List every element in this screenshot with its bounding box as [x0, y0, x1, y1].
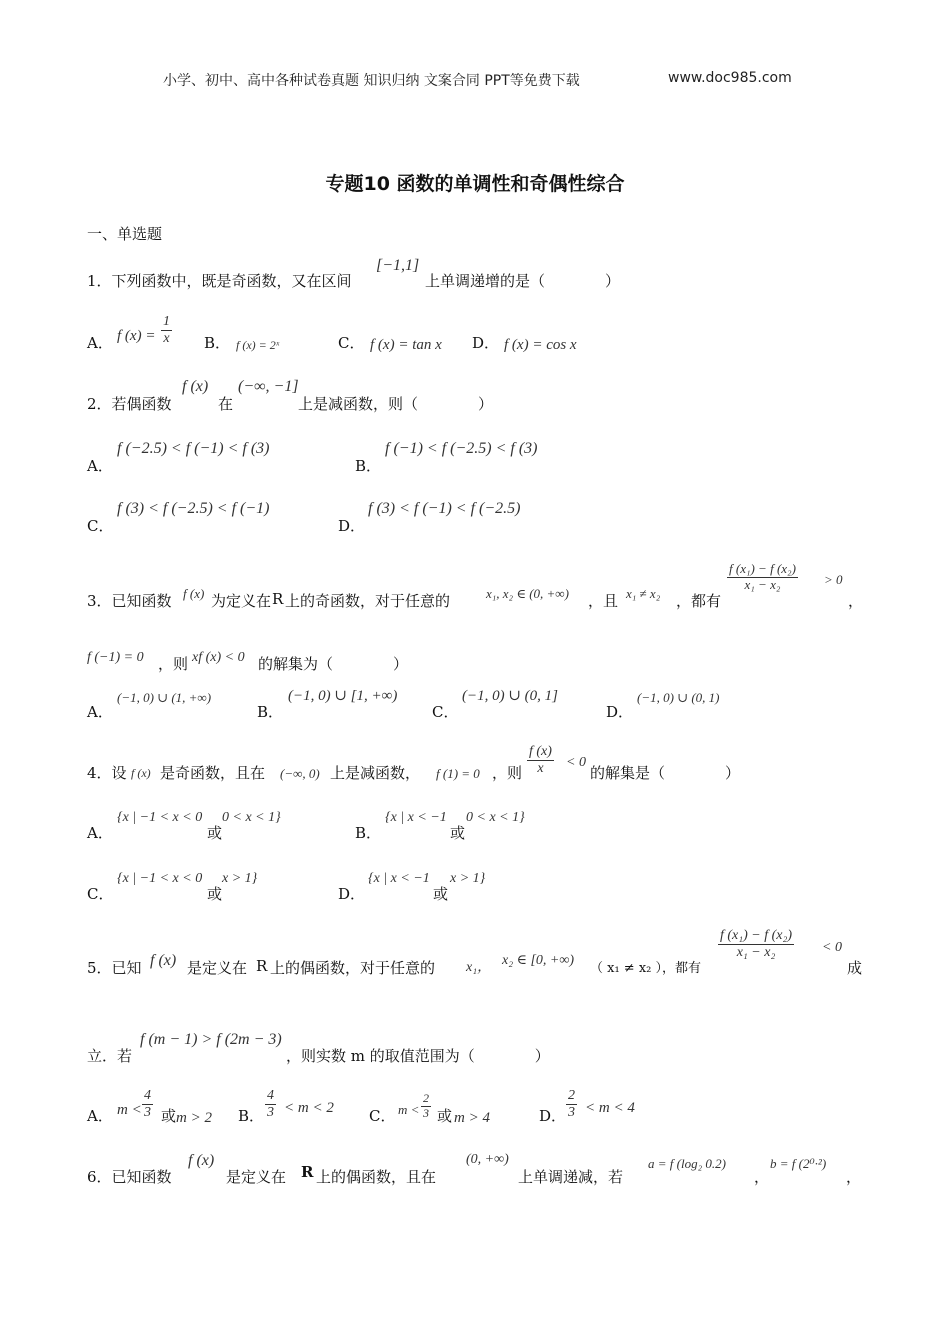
- q5-b-numerator: 4: [265, 1088, 276, 1105]
- q5-difference-quotient: [718, 928, 794, 961]
- q1-text-end: 上单调递增的是（ ）: [425, 272, 621, 290]
- q5-lt-zero: < 0: [822, 940, 842, 955]
- q3-frac-denominator: x₁ − x₂: [744, 576, 781, 592]
- q5-option-c-fraction: [421, 1092, 431, 1121]
- q5-text-cheng: 成: [847, 959, 863, 977]
- q5-option-b-rhs: < m < 2: [284, 1100, 334, 1116]
- q2-option-a-label: A．: [87, 457, 113, 475]
- q2-option-c-label: C．: [87, 517, 114, 535]
- q1-option-a-label: A．: [87, 334, 113, 352]
- q5-d-denominator: 3: [568, 1105, 575, 1121]
- q3-comma: ，: [848, 592, 864, 610]
- q6-comma: ，: [754, 1168, 770, 1186]
- q1-a-denominator: x: [163, 331, 170, 347]
- q6-a-definition: a = f (log₂ 0.2): [648, 1156, 726, 1171]
- q4-ratio: [527, 744, 554, 777]
- q5-option-d-label: D．: [539, 1107, 567, 1125]
- q3-option-c-expr: (−1, 0) ∪ (0, 1]: [462, 688, 559, 704]
- q3-variables: x₁, x₂ ∈ (0, +∞): [486, 586, 569, 601]
- q5-line2-end: ，则实数 m 的取值范围为（ ）: [286, 1047, 550, 1065]
- q3-option-d-label: D．: [606, 703, 634, 721]
- q3-text: 3．已知函数: [87, 592, 172, 610]
- q4-option-c-or: 或: [207, 885, 223, 903]
- q1-option-b-label: B．: [204, 334, 231, 352]
- q2-option-d-label: D．: [338, 517, 366, 535]
- q4-option-a-part1: {x | −1 < x < 0: [117, 810, 203, 825]
- q5-text-mid2: 上的偶函数，对于任意的: [270, 959, 436, 977]
- q5-c-numerator: 2: [423, 1091, 429, 1105]
- q3-option-a-label: A．: [87, 703, 113, 721]
- q5-c-denominator: 3: [423, 1105, 429, 1120]
- q2-option-d-expr: f (3) < f (−1) < f (−2.5): [368, 500, 521, 517]
- page-title: 专题10 函数的单调性和奇偶性综合: [325, 173, 625, 195]
- q4-option-a-part2: 0 < x < 1}: [222, 810, 281, 825]
- q5-option-a-fraction: [142, 1088, 153, 1121]
- q3-text-mid4: ，都有: [676, 592, 722, 610]
- q6-text: 6．已知函数: [87, 1168, 172, 1186]
- q1-interval: [−1,1]: [376, 257, 420, 274]
- q1-text: 1．下列函数中，既是奇函数，又在区间: [87, 272, 352, 290]
- q5-d-numerator: 2: [566, 1088, 577, 1105]
- q4-option-a-or: 或: [207, 824, 223, 842]
- q4-option-c-part1: {x | −1 < x < 0: [117, 871, 203, 886]
- q4-ratio-denominator: x: [537, 761, 544, 777]
- q5-option-c-rhs: m > 4: [454, 1110, 490, 1126]
- q1-a-numerator: 1: [161, 314, 172, 331]
- q3-inequality: xf (x) < 0: [192, 650, 245, 665]
- q6-text-mid1: 是定义在: [226, 1168, 287, 1186]
- q4-lt-zero: < 0: [566, 755, 586, 770]
- q3-frac-numerator: f (x₁) − f (x₂): [729, 561, 796, 576]
- q3-neq: x₁ ≠ x₂: [626, 586, 661, 601]
- q5-b-denominator: 3: [267, 1105, 274, 1121]
- q6-text-mid2: 上的偶函数，且在: [316, 1168, 437, 1186]
- q3-function: f (x): [183, 586, 205, 601]
- q2-option-b-label: B．: [355, 457, 382, 475]
- q6-function: f (x): [188, 1152, 215, 1169]
- q1-option-c-label: C．: [338, 334, 365, 352]
- q4-option-d-or: 或: [433, 885, 449, 903]
- q2-option-a-expr: f (−2.5) < f (−1) < f (3): [117, 440, 270, 457]
- q6-real-set: R: [301, 1163, 314, 1181]
- q2-text-mid: 在: [218, 395, 234, 413]
- q5-option-a-rhs: m > 2: [176, 1110, 212, 1126]
- q3-line2-end: 的解集为（ ）: [258, 655, 409, 673]
- q1-option-a-fraction: [161, 314, 172, 347]
- q3-option-d-expr: (−1, 0) ∪ (0, 1): [637, 690, 720, 705]
- q6-b-definition: b = f (2⁰·²): [770, 1156, 827, 1171]
- q3-line2-mid: ，则: [158, 655, 189, 673]
- q1-option-c-expr: f (x) = tan x: [370, 337, 442, 353]
- q5-frac-numerator: f (x₁) − f (x₂): [718, 928, 794, 945]
- q5-function: f (x): [150, 952, 177, 969]
- q6-interval: (0, +∞): [466, 1152, 509, 1167]
- section-heading: 一、单选题: [87, 225, 163, 243]
- q5-option-c-or: 或: [437, 1107, 453, 1125]
- q3-text-mid2: 上的奇函数，对于任意的: [285, 592, 451, 610]
- header-url: www.doc985.com: [668, 70, 792, 86]
- q4-option-b-label: B．: [355, 824, 382, 842]
- q5-option-a-or: 或: [161, 1107, 177, 1125]
- q3-real-set: R: [272, 590, 284, 608]
- q3-option-c-label: C．: [432, 703, 459, 721]
- q5-option-a-lhs: m <: [117, 1102, 142, 1118]
- q5-a-denominator: 3: [144, 1105, 151, 1121]
- q4-option-b-part2: 0 < x < 1}: [466, 810, 525, 825]
- q6-text-mid3: 上单调递减，若: [518, 1168, 624, 1186]
- header-text: 小学、初中、高中各种试卷真题 知识归纳 文案合同 PPT等免费下载: [163, 73, 580, 89]
- q4-option-b-or: 或: [450, 824, 466, 842]
- q5-text-mid1: 是定义在: [187, 959, 248, 977]
- q5-x2-domain: x₂ ∈ [0, +∞): [502, 953, 574, 968]
- q1-option-d-expr: f (x) = cos x: [504, 337, 577, 353]
- q2-option-b-expr: f (−1) < f (−2.5) < f (3): [385, 440, 538, 457]
- q4-text-end: 的解集是（ ）: [590, 764, 741, 782]
- q4-function: f (x): [131, 766, 151, 780]
- q5-option-d-rhs: < m < 4: [585, 1100, 635, 1116]
- q3-text-mid1: 为定义在: [211, 592, 272, 610]
- q5-line2-text: 立．若: [87, 1047, 133, 1065]
- q4-condition: f (1) = 0: [436, 766, 480, 781]
- q3-option-b-label: B．: [257, 703, 284, 721]
- q5-a-numerator: 4: [142, 1088, 153, 1105]
- q4-text: 4．设: [87, 764, 127, 782]
- q3-difference-quotient: [727, 562, 798, 593]
- q2-option-c-expr: f (3) < f (−2.5) < f (−1): [117, 500, 270, 517]
- q4-option-b-part1: {x | x < −1: [385, 810, 447, 825]
- q1-option-d-label: D．: [472, 334, 500, 352]
- q5-x1: x₁，: [466, 960, 492, 975]
- q3-text-mid3: ，且: [588, 592, 619, 610]
- q5-inequality: f (m − 1) > f (2m − 3): [140, 1031, 282, 1048]
- q5-real-set: R: [256, 957, 268, 975]
- q4-option-d-part2: x > 1}: [450, 871, 486, 886]
- q1-option-b-expr: f (x) = 2ˣ: [236, 338, 280, 352]
- q5-option-b-label: B．: [238, 1107, 265, 1125]
- q4-ratio-numerator: f (x): [527, 744, 554, 761]
- q4-option-c-part2: x > 1}: [222, 871, 258, 886]
- q5-option-c-lhs: m <: [398, 1102, 420, 1117]
- q4-text-mid1: 是奇函数，且在: [160, 764, 266, 782]
- q3-option-b-expr: (−1, 0) ∪ [1, +∞): [288, 688, 398, 704]
- q4-text-mid3: ，则: [492, 764, 523, 782]
- q2-text: 2．若偶函数: [87, 395, 172, 413]
- q4-option-d-part1: {x | x < −1: [368, 871, 430, 886]
- q4-interval: (−∞, 0): [280, 766, 320, 781]
- q4-option-c-label: C．: [87, 885, 114, 903]
- q4-option-d-label: D．: [338, 885, 366, 903]
- q4-text-mid2: 上是减函数，: [330, 764, 421, 782]
- q5-option-d-fraction: [566, 1088, 577, 1121]
- q5-option-c-label: C．: [369, 1107, 396, 1125]
- q6-end-comma: ，: [846, 1168, 862, 1186]
- q3-option-a-expr: (−1, 0) ∪ (1, +∞): [117, 690, 212, 705]
- q5-option-a-label: A．: [87, 1107, 113, 1125]
- q3-gt-zero: > 0: [824, 572, 843, 587]
- q2-function: f (x): [182, 378, 209, 395]
- q2-interval: (−∞, −1]: [238, 378, 299, 395]
- q4-option-a-label: A．: [87, 824, 113, 842]
- q5-text: 5．已知: [87, 959, 142, 977]
- q2-text-end: 上是减函数，则（ ）: [298, 395, 494, 413]
- q1-option-a-lhs: f (x) =: [117, 328, 156, 344]
- q5-option-b-fraction: [265, 1088, 276, 1121]
- q3-condition: f (−1) = 0: [87, 650, 144, 665]
- q5-frac-denominator: x₁ − x₂: [736, 945, 776, 961]
- q5-condition: （ x₁ ≠ x₂ ），都有: [590, 961, 702, 976]
